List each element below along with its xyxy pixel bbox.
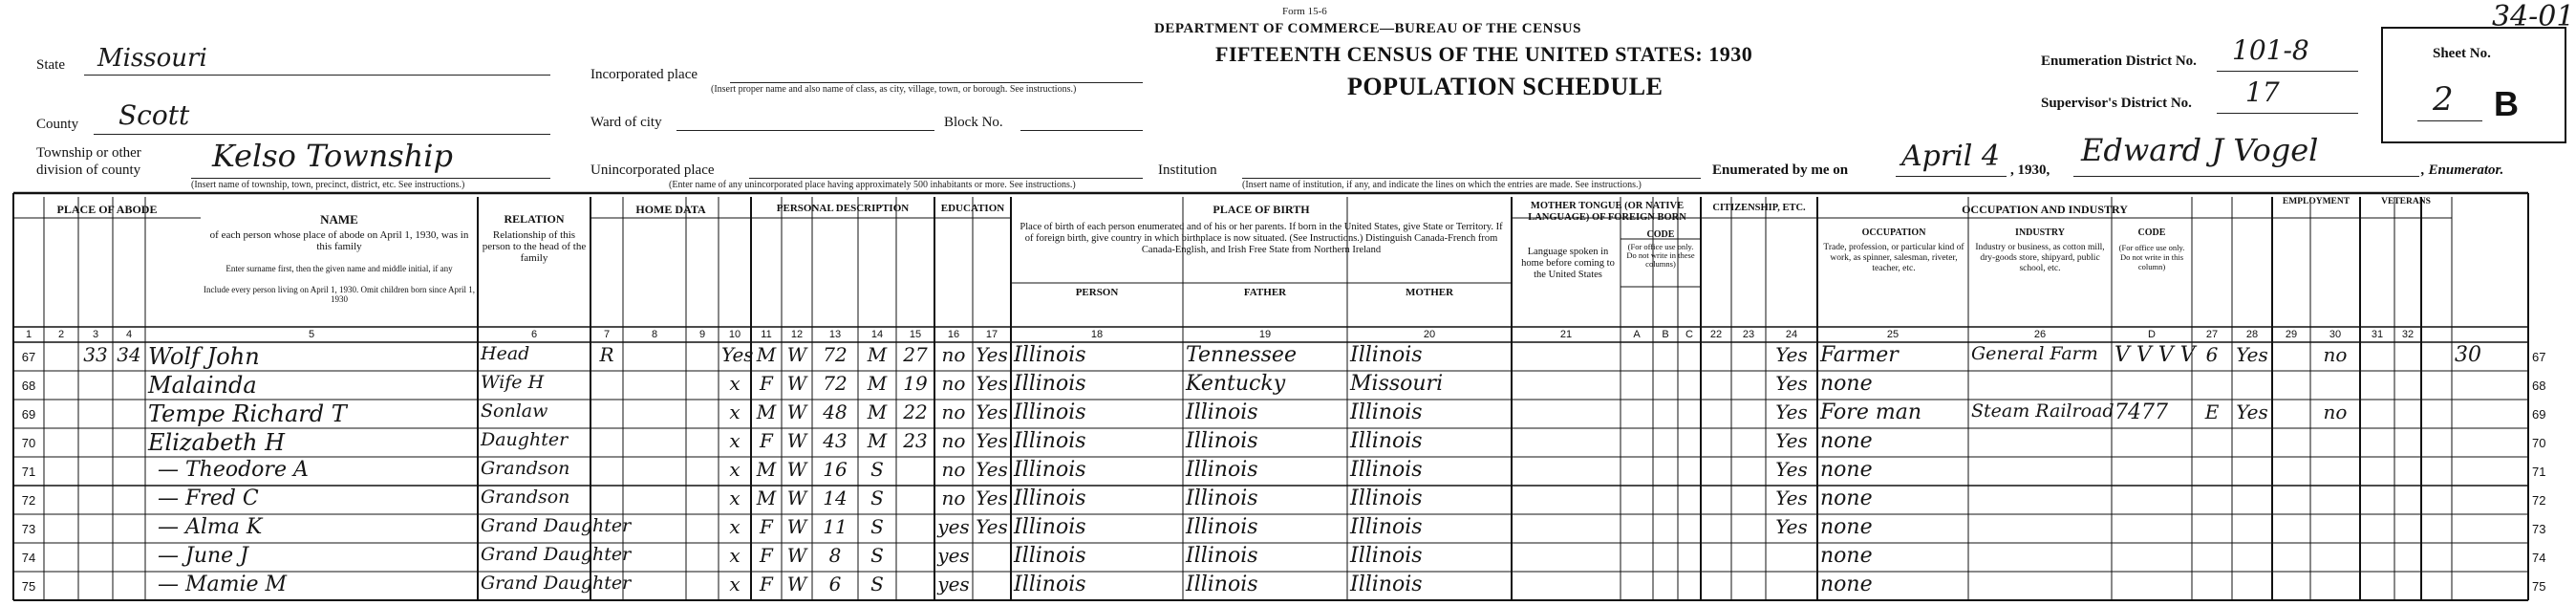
line-number: 69 [2532,407,2546,422]
birthplace-mother: Illinois [1350,458,1423,482]
incorporated-label: Incorporated place [590,67,698,82]
employed: Yes [2236,343,2268,366]
occupation: none [1820,372,1873,396]
unincorporated-label: Unincorporated place [590,162,715,178]
birthplace-person: Illinois [1014,343,1086,367]
age: 72 [823,372,848,395]
birthplace-mother: Illinois [1350,515,1423,539]
speaks-english: Yes [1775,372,1808,395]
sheet-number: 2 [2433,80,2454,119]
column-number: 32 [2401,329,2415,340]
name-desc-3: Include every person living on April 1, 1930. Omit children born since April 1, 1930 [204,285,475,304]
column-number: 7 [603,329,611,340]
birthplace-father: Illinois [1186,544,1258,568]
farm: x [729,400,741,423]
relation: Grandson [481,487,570,508]
enum-district-label: Enumeration District No. [2041,54,2197,69]
person-name: Elizabeth H [148,429,286,456]
age-first-marriage: 27 [903,343,928,366]
line-number: 75 [21,579,36,594]
county-label: County [36,117,79,132]
occupation-code: V V V V [2114,343,2196,367]
column-number: 1 [25,329,32,340]
birthplace-mother: Illinois [1350,487,1423,510]
race: W [786,429,807,452]
group-tongue: MOTHER TONGUE (OR NATIVE LANGUAGE) OF FOREIGN BORN [1528,201,1686,223]
group-veterans: VETERANS [2381,197,2431,206]
group-education: EDUCATION [940,203,1005,214]
sex: F [760,573,773,595]
institution-label: Institution [1158,162,1217,178]
column-number: 25 [1886,329,1900,340]
birthplace-person: Illinois [1014,544,1086,568]
occupation: none [1820,429,1873,453]
header-mother: MOTHER [1405,287,1454,298]
supervisor-label: Supervisor's District No. [2041,96,2192,111]
marital-status: S [870,573,884,595]
group-birth: PLACE OF BIRTH [1213,203,1310,216]
line-number: 68 [2532,379,2546,393]
read-write: Yes [976,343,1008,366]
farm: x [729,429,741,452]
column-number: 13 [828,329,842,340]
township-value: Kelso Township [212,138,453,174]
line-number: 67 [21,350,36,364]
birthplace-person: Illinois [1014,429,1086,453]
block-label: Block No. [944,115,1003,130]
sheet-label: Sheet No. [2433,46,2491,61]
marital-status: S [870,458,884,481]
occupation: Fore man [1820,400,1921,424]
sex: M [756,343,777,366]
farm: x [729,372,741,395]
farm: x [729,515,741,538]
unincorporated-note: (Enter name of any unincorporated place having approximately 500 inhabitants or more. See instructions.) [669,180,1076,190]
line-number: 70 [21,436,36,450]
township-note: (Insert name of township, town, precinct, district, etc. See instructions.) [191,180,465,190]
age-first-marriage: 22 [903,400,928,423]
enumerated-date: April 4 [1901,140,2001,173]
line-number: 68 [21,379,36,393]
veteran: no [2323,400,2348,423]
department-title: DEPARTMENT OF COMMERCE—BUREAU OF THE CENSUS [1154,21,1581,36]
enumerator-label: , Enumerator. [2421,162,2504,178]
line-number: 73 [21,522,36,536]
line-number: 70 [2532,436,2546,450]
group-home: HOME DATA [635,203,706,216]
race: W [786,544,807,567]
line-number: 72 [21,493,36,508]
industry: General Farm [1971,343,2098,364]
sex: F [760,429,773,452]
speaks-english: Yes [1775,429,1808,452]
birthplace-mother: Illinois [1350,343,1423,367]
race: W [786,487,807,509]
race: W [786,372,807,395]
birthplace-mother: Illinois [1350,573,1423,596]
attended-school: no [941,343,966,366]
group-employment: EMPLOYMENT [2282,197,2351,206]
sex: M [756,458,777,481]
industry: Steam Railroad [1971,400,2114,422]
header-father: FATHER [1243,287,1287,298]
incorporated-note: (Insert proper name and also name of class, as city, village, town, or borough. See instructions.) [711,84,1077,95]
speaks-english: Yes [1775,400,1808,423]
tongue-code-note: (For office use only. Do not write in these columns) [1626,242,1695,269]
line-number: 67 [2532,350,2546,364]
attended-school: yes [937,515,970,538]
person-name: — Fred C [158,487,259,510]
farm: x [729,544,741,567]
age: 6 [828,573,842,595]
birthplace-father: Illinois [1186,429,1258,453]
read-write: Yes [976,515,1008,538]
column-number: 9 [698,329,706,340]
column-number: D [2148,329,2156,340]
tongue-desc: Language spoken in home before coming to the United States [1521,247,1615,280]
census-title: FIFTEENTH CENSUS OF THE UNITED STATES: 1930 [1215,42,1753,66]
state-value: Missouri [97,44,207,73]
family-number: 34 [117,343,141,366]
form-number: Form 15-6 [1282,6,1327,17]
speaks-english: Yes [1775,515,1808,538]
birthplace-person: Illinois [1014,400,1086,424]
birthplace-mother: Illinois [1350,544,1423,568]
age-first-marriage: 23 [903,429,928,452]
sheet-letter: B [2494,84,2519,123]
group-name: NAME [320,212,358,227]
group-relation: RELATION [504,212,565,226]
line-number: 71 [21,465,36,479]
class-of-worker: 6 [2205,343,2219,366]
year-label: , 1930, [2010,162,2050,178]
enumerator-name: Edward J Vogel [2081,132,2319,168]
relation: Grandson [481,458,570,479]
read-write: Yes [976,372,1008,395]
age: 8 [828,544,842,567]
county-value: Scott [118,99,190,131]
ward-label: Ward of city [590,115,662,130]
employed: Yes [2236,400,2268,423]
read-write: Yes [976,458,1008,481]
birthplace-father: Illinois [1186,458,1258,482]
person-name: Wolf John [148,343,260,370]
relation: Head [481,343,530,364]
enumerated-label: Enumerated by me on [1712,162,1849,178]
column-number: 17 [985,329,998,340]
column-number: 31 [2371,329,2384,340]
race: W [786,515,807,538]
farm: x [729,458,741,481]
occupation: none [1820,544,1873,568]
state-label: State [36,57,65,73]
birthplace-father: Tennessee [1186,343,1297,367]
marital-status: M [867,429,888,452]
column-number: 23 [1742,329,1755,340]
column-number: 2 [57,329,65,340]
person-name: Malainda [148,372,257,399]
birthplace-father: Illinois [1186,515,1258,539]
read-write: Yes [976,400,1008,423]
column-number: 29 [2285,329,2298,340]
birthplace-person: Illinois [1014,515,1086,539]
occupation-desc: Trade, profession, or particular kind of work, as spinner, salesman, riveter, teacher, etc. [1823,243,1964,273]
farm: Yes [721,343,754,366]
code-office: (For office use only. Do not write in this column) [2118,243,2185,271]
occupation: none [1820,487,1873,510]
home-owned: R [599,343,614,366]
farm: x [729,487,741,509]
birthplace-father: Illinois [1186,400,1258,424]
age: 16 [823,458,848,481]
township-label-2: division of county [36,162,141,178]
enum-district-value: 101-8 [2232,34,2309,66]
age: 11 [823,515,848,538]
sex: M [756,400,777,423]
column-number: 10 [728,329,741,340]
birthplace-mother: Illinois [1350,400,1423,424]
birth-desc: Place of birth of each person enumerated and of his or her parents. If born in the United States, give State or Territory. If of foreign birth, give country in which birthplace is now situated. (See Instructions.) Distinguish Canada-French from Canada-English, and Irish Free State from Northern Ireland [1020,222,1503,255]
column-number: 11 [761,329,772,340]
birthplace-person: Illinois [1014,372,1086,396]
birthplace-person: Illinois [1014,458,1086,482]
group-abode: PLACE OF ABODE [56,203,158,216]
marital-status: S [870,544,884,567]
occ-label: OCCUPATION [1861,227,1926,238]
occupation-code: 7477 [2114,400,2168,424]
marital-status: S [870,487,884,509]
group-personal: PERSONAL DESCRIPTION [776,203,910,214]
column-number: 3 [92,329,99,340]
column-number: 16 [947,329,960,340]
birthplace-person: Illinois [1014,573,1086,596]
person-name: — Theodore A [158,458,309,482]
marital-status: M [867,343,888,366]
column-number: B [1662,329,1669,340]
relation: Grand Daughter [481,544,632,565]
sex: M [756,487,777,509]
code-label: CODE [2137,227,2166,238]
race: W [786,573,807,595]
line-number: 74 [2532,551,2546,565]
relation: Sonlaw [481,400,548,422]
column-number: 18 [1090,329,1104,340]
birthplace-mother: Illinois [1350,429,1423,453]
attended-school: yes [937,544,970,567]
attended-school: no [941,487,966,509]
birthplace-father: Illinois [1186,487,1258,510]
age-first-marriage: 19 [903,372,928,395]
column-number: 5 [308,329,315,340]
marital-status: S [870,515,884,538]
column-number: 15 [909,329,922,340]
occupation: none [1820,573,1873,596]
institution-note: (Insert name of institution, if any, and indicate the lines on which the entries are made. See instructions.) [1242,180,1642,190]
township-label-1: Township or other [36,145,141,161]
relation: Wife H [481,372,545,393]
column-number: 24 [1785,329,1798,340]
column-number: 22 [1709,329,1723,340]
age: 48 [823,400,848,423]
occupation: none [1820,515,1873,539]
supervisor-value: 17 [2245,76,2280,108]
birthplace-father: Kentucky [1186,372,1286,396]
speaks-english: Yes [1775,343,1808,366]
column-number: 20 [1423,329,1436,340]
relation: Daughter [481,429,569,450]
farm-schedule: 30 [2455,343,2481,367]
column-number: 4 [125,329,133,340]
marital-status: M [867,400,888,423]
column-number: 19 [1258,329,1272,340]
name-desc: of each person whose place of abode on April 1, 1930, was in this family [209,229,469,252]
age: 43 [823,429,848,452]
relation-desc: Relationship of this person to the head of the family [482,229,587,264]
column-number: 21 [1559,329,1573,340]
column-number: 27 [2205,329,2219,340]
speaks-english: Yes [1775,458,1808,481]
header-person: PERSON [1075,287,1119,298]
group-citizenship: CITIZENSHIP, ETC. [1712,203,1806,213]
schedule-title: POPULATION SCHEDULE [1347,73,1664,100]
line-number: 72 [2532,493,2546,508]
column-number: 14 [870,329,884,340]
read-write: Yes [976,487,1008,509]
relation: Grand Daughter [481,515,632,536]
person-name: Tempe Richard T [148,400,347,427]
person-name: — Alma K [158,515,263,539]
sex: F [760,515,773,538]
column-number: A [1633,329,1641,340]
speaks-english: Yes [1775,487,1808,509]
tongue-code: CODE [1646,229,1675,240]
occupation: Farmer [1820,343,1899,367]
dwelling-number: 33 [83,343,108,366]
corner-number: 34-01 [2492,0,2575,33]
birthplace-father: Illinois [1186,573,1258,596]
industry-desc: Industry or business, as cotton mill, dry-goods store, shipyard, public school, etc. [1975,243,2105,273]
line-number: 74 [21,551,36,565]
birthplace-mother: Missouri [1350,372,1444,396]
column-number: 26 [2033,329,2047,340]
race: W [786,458,807,481]
line-number: 75 [2532,579,2546,594]
person-name: — June J [158,544,248,568]
race: W [786,400,807,423]
group-occupation: OCCUPATION AND INDUSTRY [1962,203,2128,216]
attended-school: no [941,458,966,481]
column-number: 6 [530,329,538,340]
line-number: 73 [2532,522,2546,536]
column-number: C [1685,329,1693,340]
age: 72 [823,343,848,366]
attended-school: no [941,429,966,452]
attended-school: no [941,400,966,423]
name-desc-2: Enter surname first, then the given name and middle initial, if any [225,264,453,273]
age: 14 [823,487,848,509]
class-of-worker: E [2204,400,2220,423]
ind-label: INDUSTRY [2015,227,2065,238]
column-number: 28 [2245,329,2259,340]
column-number: 30 [2329,329,2342,340]
veteran: no [2323,343,2348,366]
race: W [786,343,807,366]
sex: F [760,372,773,395]
occupation: none [1820,458,1873,482]
birthplace-person: Illinois [1014,487,1086,510]
farm: x [729,573,741,595]
sex: F [760,544,773,567]
attended-school: no [941,372,966,395]
marital-status: M [867,372,888,395]
person-name: — Mamie M [158,573,288,596]
column-number: 12 [790,329,804,340]
relation: Grand Daughter [481,573,632,594]
line-number: 69 [21,407,36,422]
attended-school: yes [937,573,970,595]
read-write: Yes [976,429,1008,452]
line-number: 71 [2532,465,2546,479]
column-number: 8 [651,329,658,340]
